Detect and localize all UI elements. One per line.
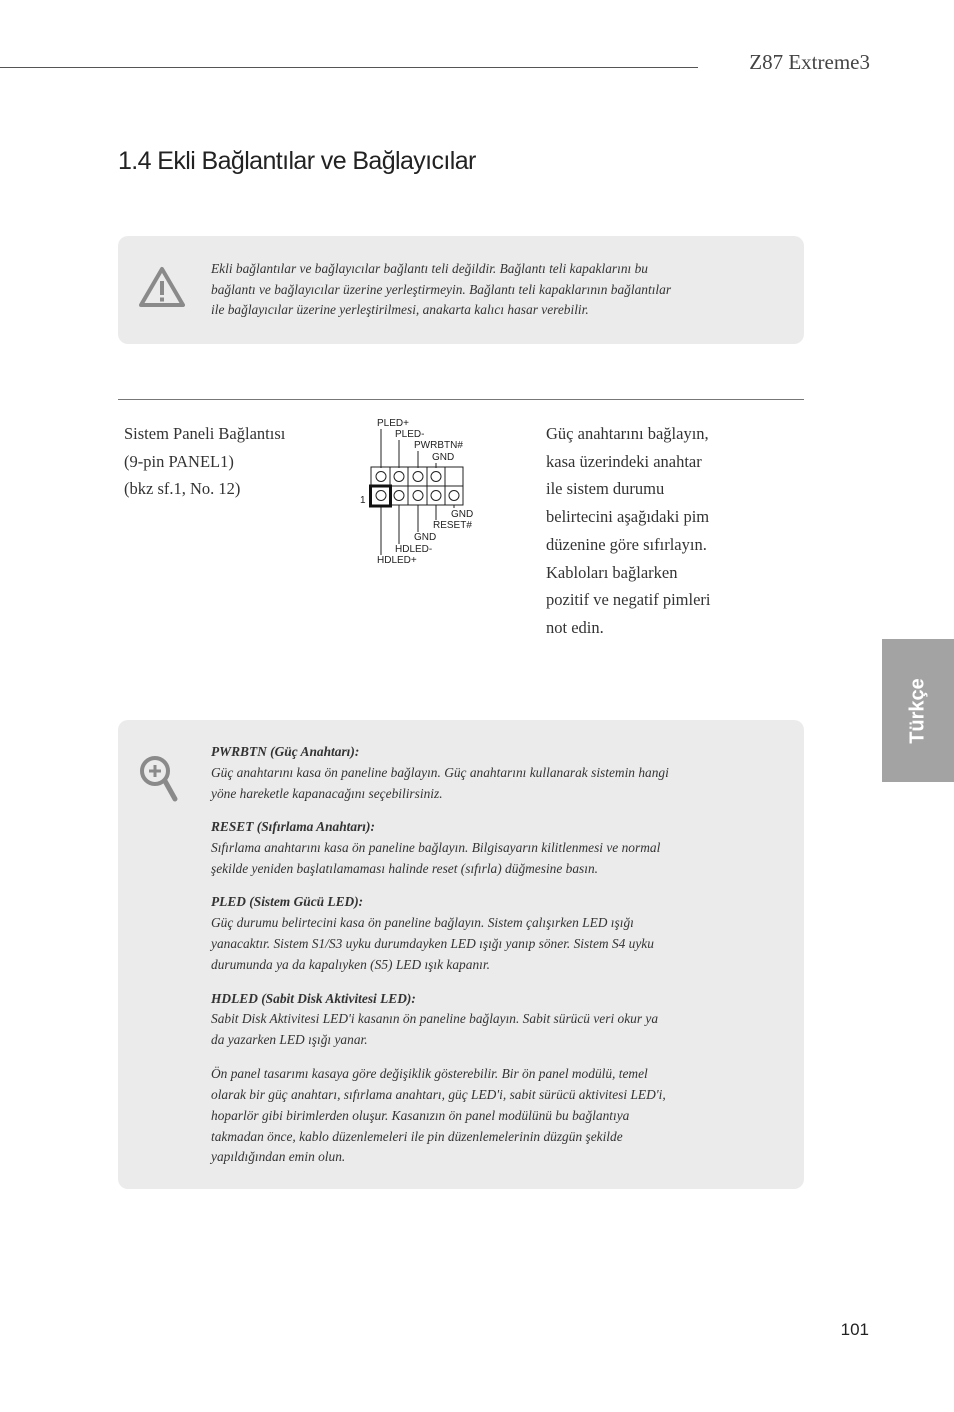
note-item-hdled	[211, 989, 751, 1052]
connector-description	[546, 420, 766, 642]
magnifier-plus-icon	[138, 754, 180, 804]
warning-box	[118, 236, 804, 344]
language-tab-label: Türkçe	[906, 677, 929, 744]
note-item-reset	[211, 817, 751, 880]
note-item-line: Sıfırlama anahtarını kasa ön paneline bağlayın. Bilgisayarın kilitlenmesi ve normal	[211, 840, 661, 856]
warning-triangle-icon	[139, 266, 185, 308]
note-item-line: Güç durumu belirtecini kasa ön paneline bağlayın. Sistem çalışırken LED ışığı	[211, 915, 634, 931]
note-item-line: yöne hareketle kapanacağını seçebilirsiniz.	[211, 785, 443, 801]
description-line: Güç anahtarını bağlayın,	[546, 424, 709, 443]
note-closing-line: hoparlör gibi birimlerden oluşur. Kasanızın ön panel modülünü bu bağlantıya	[211, 1107, 630, 1123]
pin-label-pled-plus: PLED+	[377, 418, 409, 429]
description-line: pozitif ve negatif pimleri	[546, 590, 711, 610]
model-name: Z87 Extreme3	[749, 50, 870, 74]
page-number: 101	[840, 1320, 869, 1339]
pin-label-pwrbtn: PWRBTN#	[414, 440, 463, 451]
note-box	[118, 720, 804, 1189]
pin-label-pled-minus: PLED-	[395, 429, 425, 440]
description-line: not edin.	[546, 617, 604, 637]
header-rule	[0, 67, 698, 68]
pin-label-hdled-plus: HDLED+	[377, 555, 417, 566]
section-divider	[118, 399, 804, 400]
description-line: düzenine göre sıfırlayın.	[546, 534, 707, 554]
note-item-title: PLED (Sistem Gücü LED):	[211, 894, 364, 910]
pin-label-gnd-bottom: GND	[414, 532, 437, 543]
note-item-line: Sabit Disk Aktivitesi LED'i kasanın ön paneline bağlayın. Sabit sürücü veri okur ya	[211, 1011, 659, 1027]
note-item-pled	[211, 892, 751, 976]
warning-line: ile bağlayıcılar üzerine yerleştirilmesi, anakarta kalıcı hasar verebilir.	[211, 302, 589, 318]
note-item-line: durumunda ya da kapalıyken (S5) LED ışık kapanır.	[211, 957, 490, 973]
description-line: kasa üzerindeki anahtar	[546, 451, 702, 471]
note-item-line: yanacaktır. Sistem S1/S3 uyku durumdayken LED ışığı yanıp söner. Sistem S4 uyku	[211, 936, 654, 952]
pin-label-gnd-right: GND	[451, 509, 474, 520]
description-line: Kabloları bağlarken	[546, 562, 678, 582]
note-closing	[211, 1064, 751, 1169]
section-title: 1.4 Ekli Bağlantılar ve Bağlayıcılar	[118, 147, 476, 175]
warning-line: bağlantı ve bağlayıcılar üzerine yerleştirmeyin. Bağlantı teli kapaklarının bağlantılar	[211, 281, 672, 297]
connector-pin-count: (9-pin PANEL1)	[124, 451, 234, 471]
note-item-pwrbtn	[211, 742, 751, 805]
note-closing-line: takmadan önce, kablo düzenlemeleri ile pin düzenlemelerinin düzgün şekilde	[211, 1128, 623, 1144]
connector-label	[124, 420, 354, 503]
description-line: belirtecini aşağıdaki pim	[546, 507, 710, 527]
note-item-title: HDLED (Sabit Disk Aktivitesi LED):	[211, 990, 416, 1006]
language-tab	[882, 639, 954, 782]
pin-label-reset: RESET#	[433, 520, 472, 531]
note-closing-line: yapıldığından emin olun.	[211, 1149, 346, 1165]
note-item-line: da yazarken LED ışığı yanar.	[211, 1032, 368, 1048]
connector-name: Sistem Paneli Bağlantısı	[124, 424, 286, 443]
note-closing-line: olarak bir güç anahtarı, sıfırlama anahtarı, güç LED'i, sabit sürücü aktivitesi LED'i,	[211, 1086, 666, 1102]
note-item-title: RESET (Sıfırlama Anahtarı):	[211, 819, 375, 835]
panel-pin-diagram	[356, 412, 496, 570]
pin-label-hdled-minus: HDLED-	[395, 544, 433, 555]
connector-reference: (bkz sf.1, No. 12)	[124, 479, 241, 498]
note-closing-line: Ön panel tasarımı kasaya göre değişiklik gösterebilir. Bir ön panel modülü, temel	[211, 1065, 648, 1081]
note-item-line: Güç anahtarını kasa ön paneline bağlayın. Güç anahtarını kullanarak sistemin hangi	[211, 764, 669, 780]
warning-line: Ekli bağlantılar ve bağlayıcılar bağlantı teli değildir. Bağlantı teli kapaklarını bu	[211, 261, 649, 276]
note-item-title: PWRBTN (Güç Anahtarı):	[211, 744, 360, 759]
note-item-line: şekilde yeniden başlatılamaması halinde reset (sıfırla) düğmesine basın.	[211, 861, 599, 877]
note-body	[211, 742, 751, 1181]
description-line: ile sistem durumu	[546, 479, 665, 499]
pin-label-gnd-top: GND	[432, 452, 455, 463]
warning-text	[211, 259, 751, 321]
pin-one-marker: 1	[360, 495, 366, 506]
